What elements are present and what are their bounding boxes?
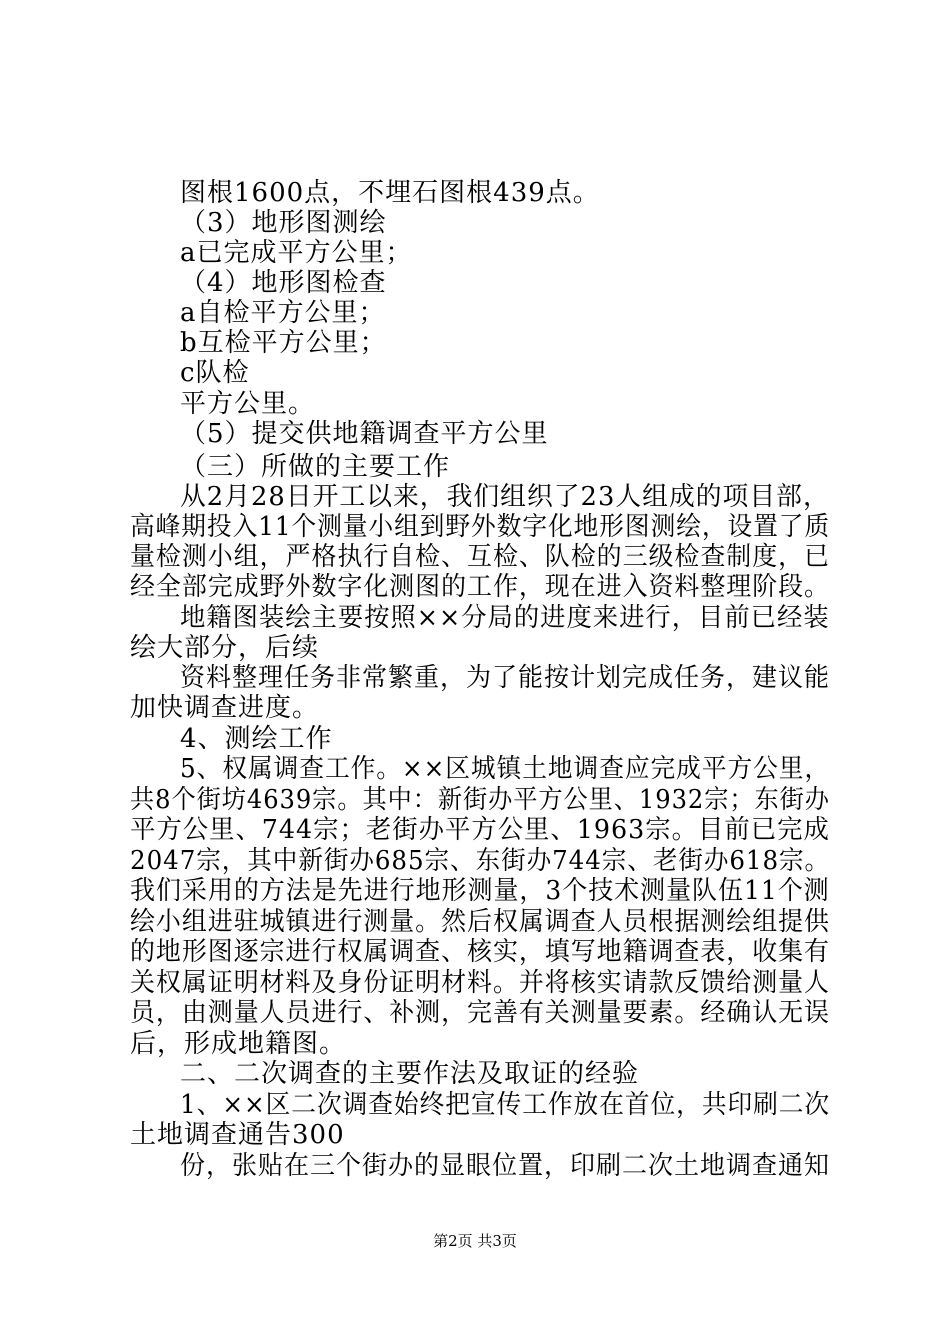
- text-line: 加快调查进度。: [130, 693, 320, 723]
- text-line: 绘大部分，后续: [130, 633, 320, 663]
- text-line: 绘小组进驻城镇进行测量。然后权属调查人员根据测绘组提供: [130, 907, 831, 937]
- text-line: 2047宗，其中新街办685宗、东街办744宗、老街办618宗。: [130, 846, 831, 876]
- text-line: 平方公里。: [180, 389, 316, 419]
- text-line: 资料整理任务非常繁重，为了能按计划完成任务，建议能: [180, 663, 831, 693]
- text-line: 关权属证明材料及身份证明材料。并将核实请款反馈给测量人: [130, 968, 831, 998]
- text-line: 我们采用的方法是先进行地形测量，3个技术测量队伍11个测: [130, 876, 830, 906]
- text-line: 土地调查通告300: [130, 1120, 345, 1150]
- text-line: 共8个街坊4639宗。其中：新街办平方公里、1932宗；东街办: [130, 785, 830, 815]
- page-footer: 第2页 共3页: [433, 1232, 517, 1250]
- text-line: 图根1600点，不埋石图根439点。: [180, 178, 600, 208]
- section-heading: （三）所做的主要工作: [180, 452, 451, 482]
- text-line: c队检: [180, 358, 250, 388]
- text-line: 5、权属调查工作。××区城镇土地调查应完成平方公里，: [180, 754, 831, 784]
- text-line: （5）提交供地籍调查平方公里: [180, 419, 549, 449]
- text-line: a已完成平方公里；: [180, 238, 413, 268]
- text-line: 平方公里、744宗；老街办平方公里、1963宗。目前已完成: [130, 815, 830, 845]
- text-line: 地籍图装绘主要按照××分局的进度来进行，目前已经装: [180, 603, 830, 633]
- section-heading: 二、二次调查的主要作法及取证的经验: [180, 1059, 640, 1089]
- text-line: （4）地形图检查: [180, 268, 387, 298]
- text-line: 份，张贴在三个街办的显眼位置，印刷二次土地调查通知: [180, 1151, 831, 1181]
- text-line: 经全部完成野外数字化测图的工作，现在进入资料整理阶段。: [130, 572, 831, 602]
- text-line: 后，形成地籍图。: [130, 1029, 347, 1059]
- text-line: 员，由测量人员进行、补测，完善有关测量要素。经确认无误: [130, 998, 831, 1028]
- text-line: b互检平方公里；: [180, 328, 387, 358]
- text-line: 的地形图逐宗进行权属调查、核实，填写地籍调查表，收集有: [130, 937, 831, 967]
- text-line: 1、××区二次调查始终把宣传工作放在首位，共印刷二次: [180, 1090, 831, 1120]
- text-line: 4、测绘工作: [180, 724, 333, 754]
- text-line: 量检测小组，严格执行自检、互检、队检的三级检查制度，已: [130, 542, 831, 572]
- text-line: 高峰期投入11个测量小组到野外数字化地形图测绘，设置了质: [130, 512, 831, 542]
- text-line: a自检平方公里；: [180, 298, 386, 328]
- text-line: （3）地形图测绘: [180, 208, 387, 238]
- text-line: 从2月28日开工以来，我们组织了23人组成的项目部，: [180, 482, 830, 512]
